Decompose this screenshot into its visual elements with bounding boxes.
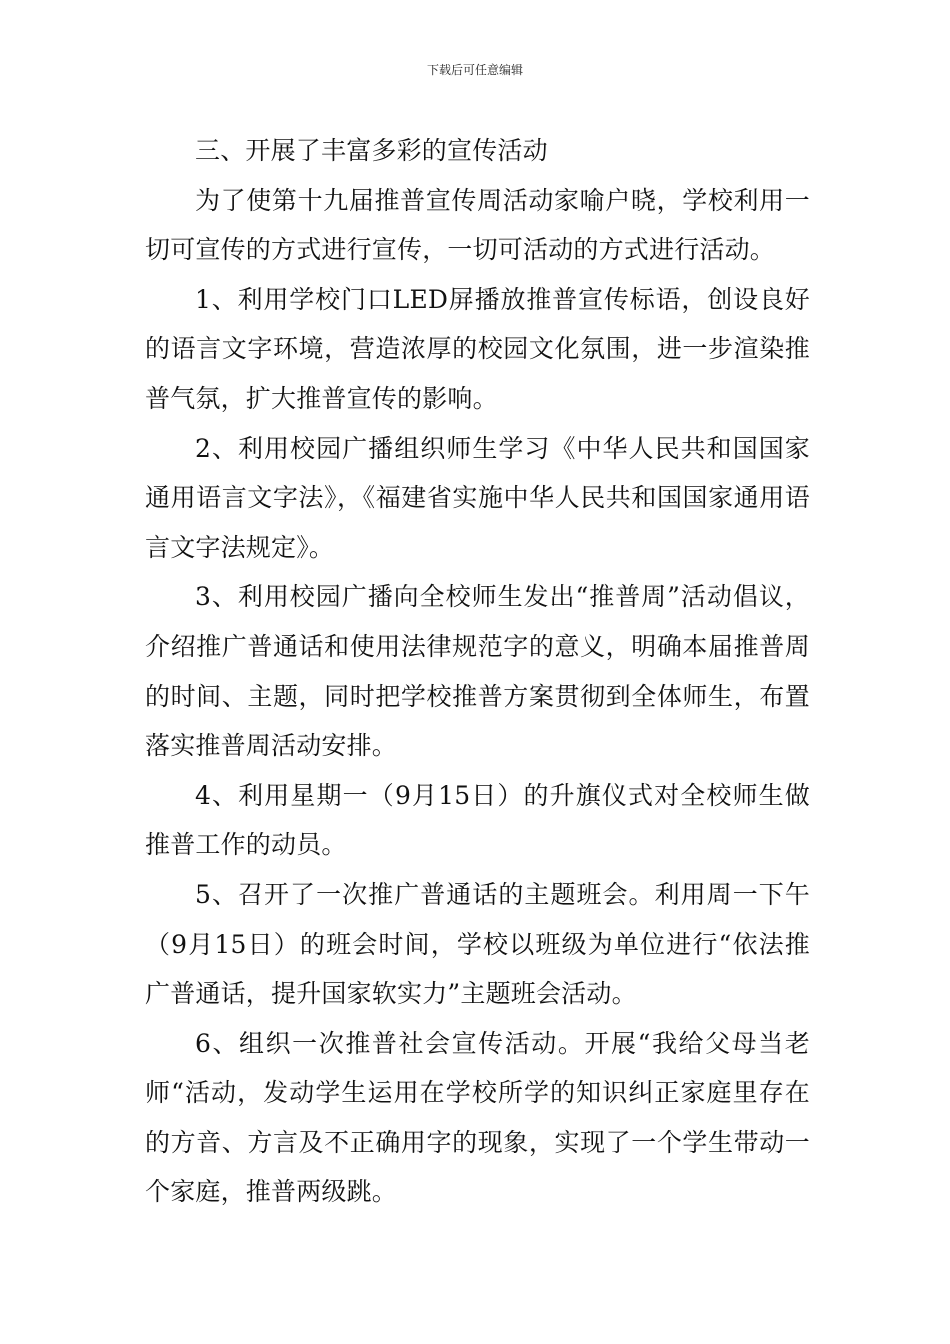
paragraph-item-5: 5、召开了一次推广普通话的主题班会。利用周一下午（9月15日）的班会时间，学校以班级为单位进行“依法推广普通话，提升国家软实力”主题班会活动。 — [145, 879, 810, 1009]
page-header: 下载后可任意编辑 — [426, 63, 523, 77]
document-body — [145, 126, 810, 1217]
section-title: 三、开展了丰富多彩的宣传活动 — [195, 136, 548, 165]
paragraph-item-4: 4、利用星期一（9月15日）的升旗仪式对全校师生做推普工作的动员。 — [145, 780, 810, 860]
paragraph-item-3: 3、利用校园广播向全校师生发出“推普周”活动倡议，介绍推广普通话和使用法律规范字的意义，明确本届推普周的时间、主题，同时把学校推普方案贯彻到全体师生，布置落实推普周活动安排。 — [145, 582, 810, 761]
paragraph-item-1: 1、利用学校门口LED屏播放推普宣传标语，创设良好的语言文字环境，营造浓厚的校园文化氛围，进一步渲染推普气氛，扩大推普宣传的影响。 — [145, 284, 810, 413]
paragraph-item-2: 2、利用校园广播组织师生学习《中华人民共和国国家通用语言文字法》，《福建省实施中华人民共和国国家通用语言文字法规定》。 — [145, 433, 810, 562]
paragraph-item-6: 6、组织一次推普社会宣传活动。开展“我给父母当老师“活动，发动学生运用在学校所学的知识纠正家庭里存在的方音、方言及不正确用字的现象，实现了一个学生带动一个家庭，推普两级跳。 — [145, 1028, 810, 1207]
paragraph-intro: 为了使第十九届推普宣传周活动家喻户晓，学校利用一切可宣传的方式进行宣传，一切可活动的方式进行活动。 — [145, 185, 810, 265]
